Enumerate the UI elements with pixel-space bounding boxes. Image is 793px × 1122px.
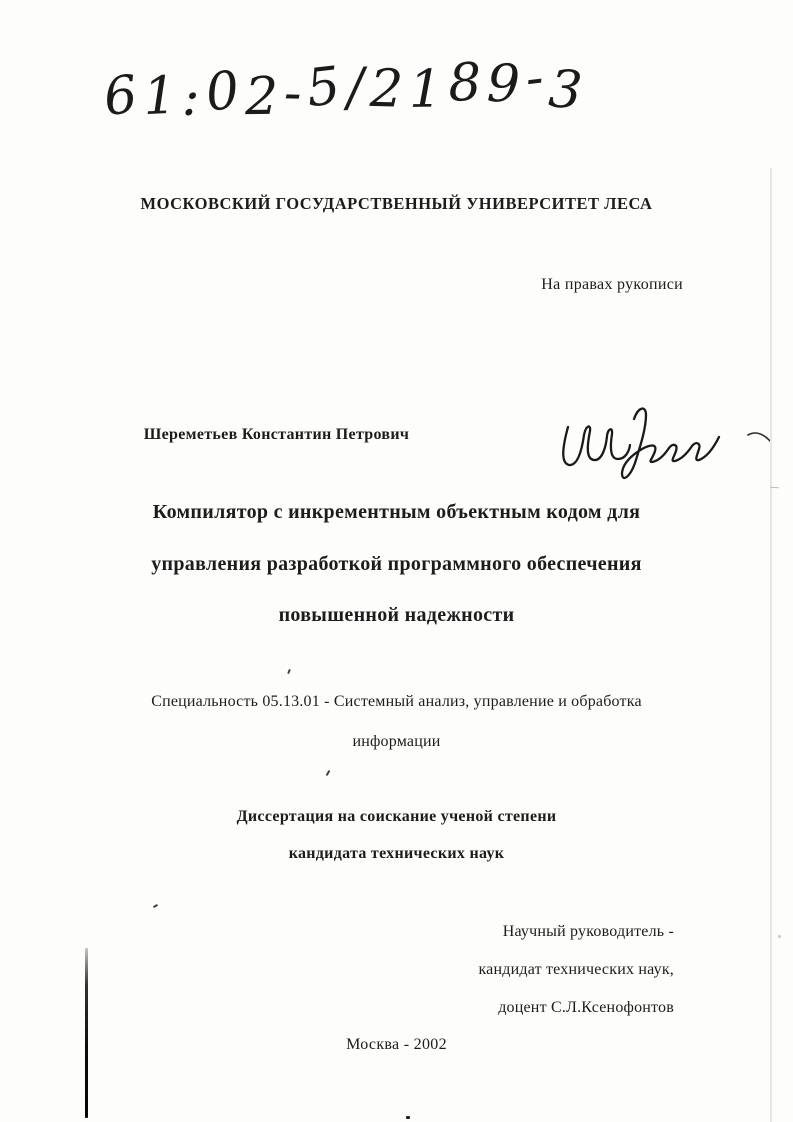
scan-speck bbox=[326, 770, 331, 776]
scan-artifact-right-line bbox=[770, 168, 772, 1122]
university-name: МОСКОВСКИЙ ГОСУДАРСТВЕННЫЙ УНИВЕРСИТЕТ ЛЕСА bbox=[140, 194, 653, 213]
pen-mark-dash-icon bbox=[745, 429, 777, 449]
scan-artifact-left-line bbox=[85, 948, 88, 1118]
scan-speck bbox=[406, 1116, 410, 1119]
title-line-1: Компилятор с инкрементным объектным кодом для bbox=[152, 501, 641, 523]
scan-speck bbox=[153, 904, 158, 908]
supervisor-block bbox=[478, 922, 674, 1036]
supervisor-line-1: Научный руководитель - bbox=[502, 923, 674, 940]
city-year: Москва - 2002 bbox=[346, 1036, 447, 1053]
supervisor-line-3: доцент С.Л.Ксенофонтов bbox=[498, 999, 674, 1016]
supervisor-line-2: кандидат технических наук, bbox=[478, 961, 674, 978]
specialty-line-1: Специальность 05.13.01 - Системный анализ, управление и обработка bbox=[151, 693, 642, 710]
scan-speck bbox=[287, 669, 291, 674]
degree-line-1: Диссертация на соискание ученой степени bbox=[236, 808, 557, 825]
title-line-2: управления разработкой программного обеспечения bbox=[151, 553, 642, 575]
title-line-3: повышенной надежности bbox=[278, 604, 515, 626]
author-name: Шереметьев Константин Петрович bbox=[143, 426, 410, 443]
specialty-line-2: информации bbox=[352, 733, 441, 750]
manuscript-note: На правах рукописи bbox=[541, 276, 683, 293]
author-signature-icon bbox=[556, 399, 731, 494]
scan-speck bbox=[778, 935, 781, 938]
degree-line-2: кандидата технических наук bbox=[288, 845, 505, 862]
catalog-number: 61:02-5/2189-3 bbox=[100, 46, 591, 129]
